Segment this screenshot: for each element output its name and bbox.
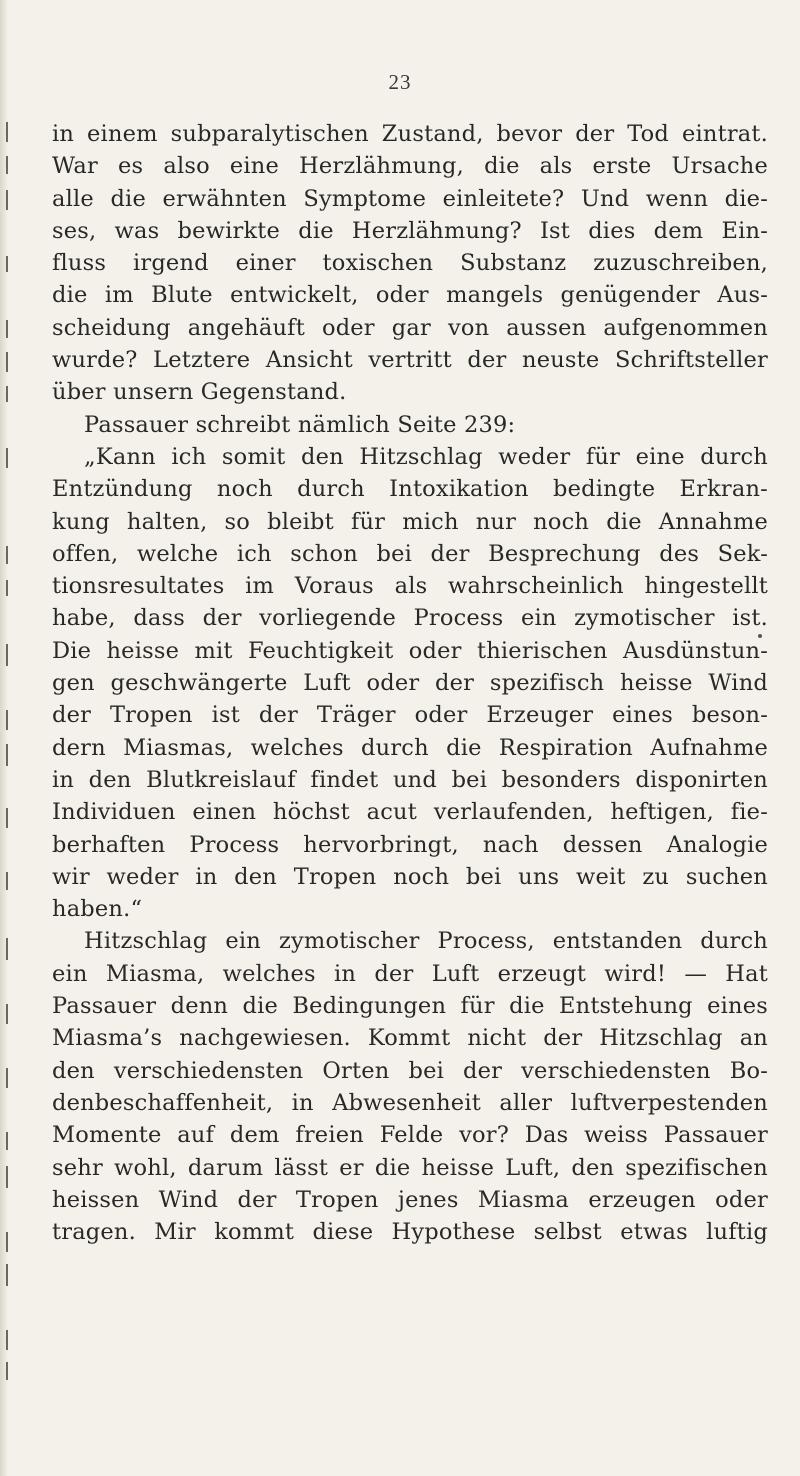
text-line: Momente auf dem freien Felde vor? Das weiss Passauer bbox=[52, 1122, 768, 1149]
text-line: tragen. Mir kommt diese Hypothese selbst etwas luftig bbox=[52, 1219, 768, 1246]
text-line: dern Miasmas, welches durch die Respiration Aufnahme bbox=[52, 734, 768, 761]
text-line: fluss irgend einer toxischen Substanz zuzuschreiben, bbox=[52, 250, 768, 277]
text-line: in den Blutkreislauf findet und bei besonders disponirten bbox=[52, 766, 768, 793]
text-line: Passauer denn die Bedingungen für die Entstehung eines bbox=[52, 993, 768, 1020]
text-line: wurde? Letztere Ansicht vertritt der neuste Schriftsteller bbox=[52, 347, 768, 374]
text-line: kung halten, so bleibt für mich nur noch die Annahme bbox=[52, 508, 768, 535]
text-line: haben.“ bbox=[52, 896, 143, 923]
text-line: tionsresultates im Voraus als wahrscheinlich hingestellt bbox=[52, 573, 768, 600]
text-line: habe, dass der vorliegende Process ein zymotischer ist. bbox=[52, 605, 768, 632]
text-line: War es also eine Herzlähmung, die als erste Ursache bbox=[52, 153, 768, 180]
text-line: Hitzschlag ein zymotischer Process, entstanden durch bbox=[84, 928, 768, 955]
text-line: Die heisse mit Feuchtigkeit oder thierischen Ausdünstun- bbox=[52, 637, 768, 664]
text-line: Passauer schreibt nämlich Seite 239: bbox=[84, 411, 516, 438]
text-line: „Kann ich somit den Hitzschlag weder für eine durch bbox=[84, 443, 768, 470]
text-line: ses, was bewirkte die Herzlähmung? Ist dies dem Ein- bbox=[52, 217, 768, 244]
text-line: wir weder in den Tropen noch bei uns weit zu suchen bbox=[52, 863, 768, 890]
text-line: den verschiedensten Orten bei der verschiedensten Bo- bbox=[52, 1057, 768, 1084]
page-number: 23 bbox=[388, 70, 412, 94]
text-line: Miasma’s nachgewiesen. Kommt nicht der Hitzschlag an bbox=[52, 1025, 768, 1052]
text-line: der Tropen ist der Träger oder Erzeuger eines beson- bbox=[52, 702, 768, 729]
text-line: scheidung angehäuft oder gar von aussen aufgenommen bbox=[52, 314, 768, 341]
text-line: denbeschaffenheit, in Abwesenheit aller luftverpestenden bbox=[52, 1089, 768, 1116]
text-line: Entzündung noch durch Intoxikation bedingte Erkran- bbox=[52, 476, 768, 503]
text-line: über unsern Gegenstand. bbox=[52, 379, 347, 406]
page-gutter bbox=[0, 0, 8, 1476]
text-line: alle die erwähnten Symptome einleitete? Und wenn die- bbox=[52, 185, 768, 212]
text-line: heissen Wind der Tropen jenes Miasma erzeugen oder bbox=[52, 1186, 768, 1213]
text-line: offen, welche ich schon bei der Besprechung des Sek- bbox=[52, 540, 768, 567]
text-line: Individuen einen höchst acut verlaufenden, heftigen, fie- bbox=[52, 799, 768, 826]
text-line: die im Blute entwickelt, oder mangels genügender Aus- bbox=[52, 282, 768, 309]
text-line: berhaften Process hervorbringt, nach dessen Analogie bbox=[52, 831, 768, 858]
body-text bbox=[52, 118, 768, 1248]
text-line: in einem subparalytischen Zustand, bevor der Tod eintrat. bbox=[52, 121, 768, 147]
text-line: ein Miasma, welches in der Luft erzeugt wird! — Hat bbox=[52, 960, 768, 987]
text-line: sehr wohl, darum lässt er die heisse Luft, den spezifischen bbox=[52, 1154, 768, 1181]
text-line: gen geschwängerte Luft oder der spezifisch heisse Wind bbox=[52, 670, 768, 697]
